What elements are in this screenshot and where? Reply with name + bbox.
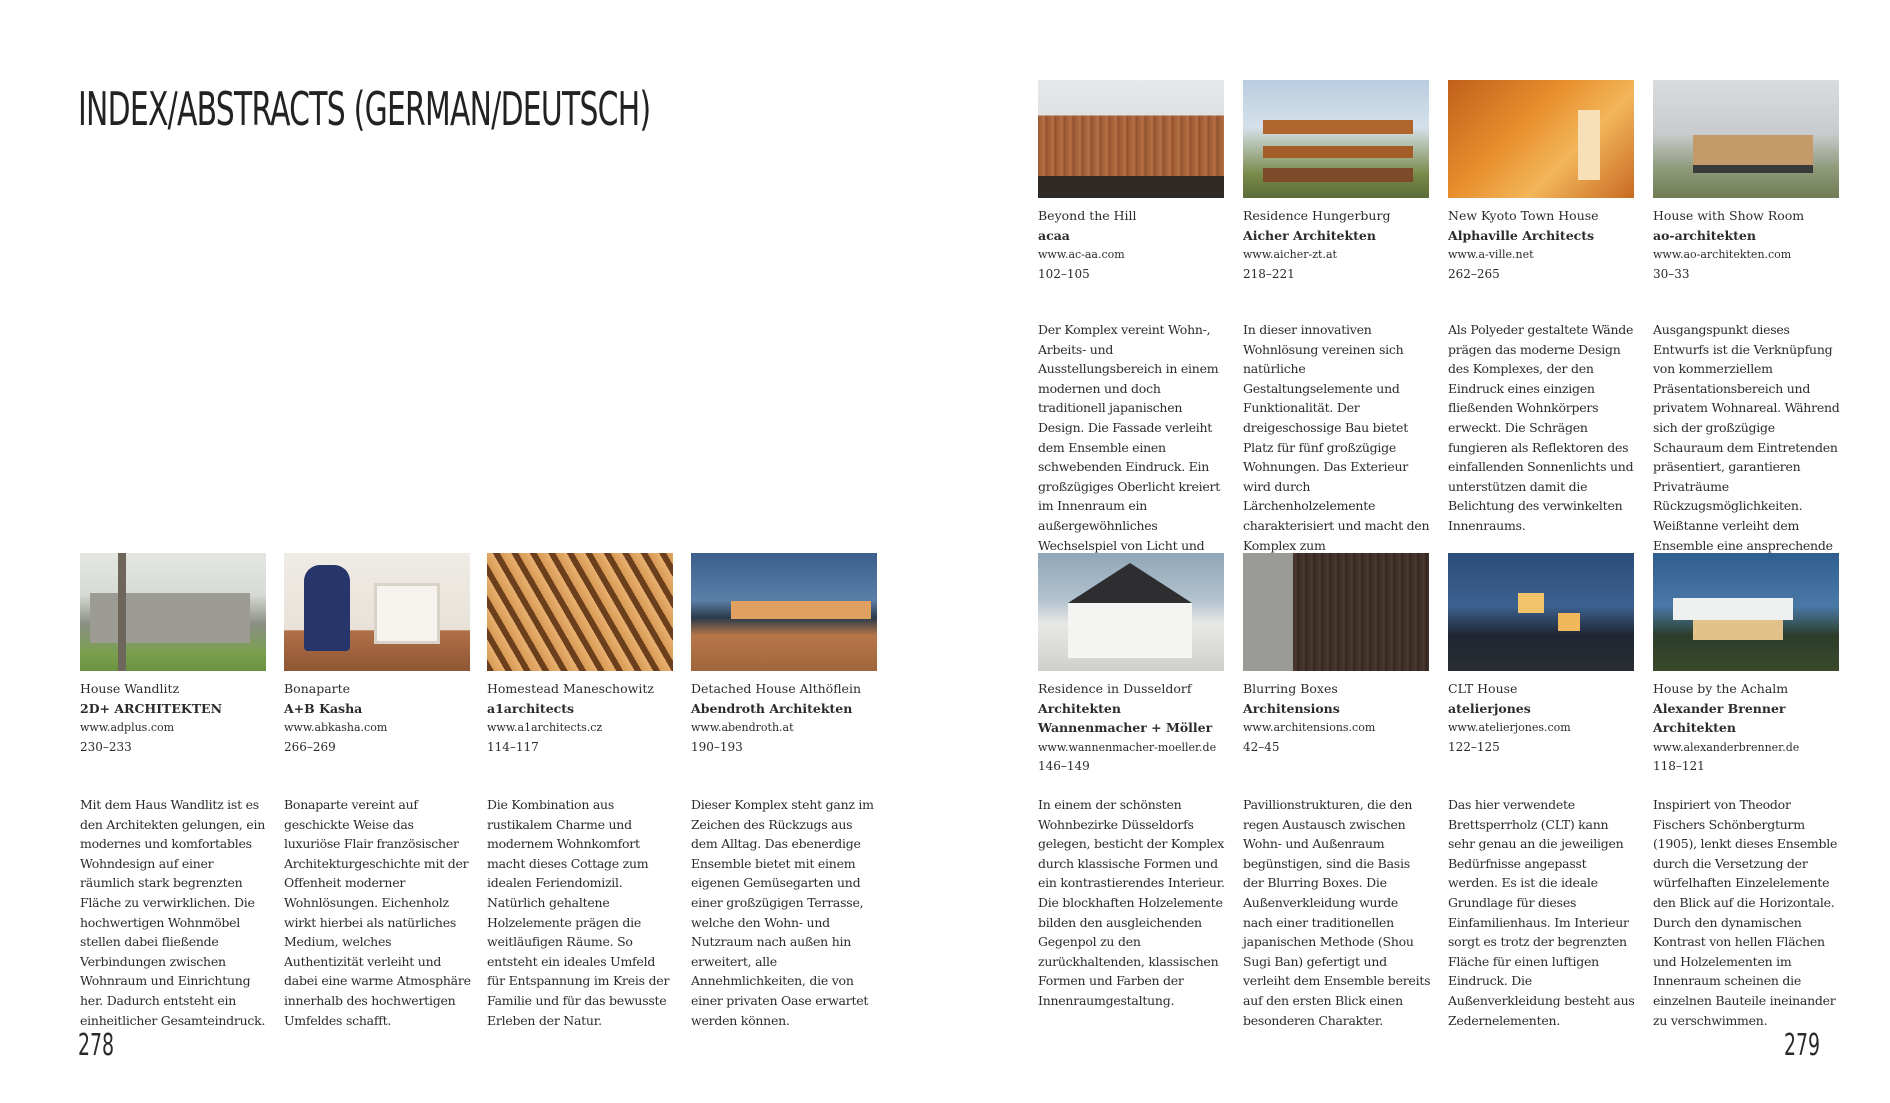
entry-url: www.ao-architekten.com <box>1653 248 1792 261</box>
photo-bonaparte <box>284 553 470 671</box>
abstract-house-wandlitz: Mit dem Haus Wandlitz ist es den Architekten gelungen, ein modernes und komfortables Wohndesign auf einer räumlich stark begrenzten Fläche zu verwirklichen. Die hochwertigen Wohnmöbel stellen dabei fließende Verbindungen zwischen Wohnraum und Einrichtung her. Dadurch entsteht ein einheitlicher Gesamteindruck. <box>80 797 266 1028</box>
entry-name: Homestead Maneschowitz <box>487 681 654 696</box>
entry-name: Detached House Althöflein <box>691 681 861 696</box>
entry-architect: Alexander Brenner Architekten <box>1653 700 1786 735</box>
entry-architect: Aicher Architekten <box>1243 227 1376 243</box>
photo-residence-in-dusseldorf <box>1038 553 1224 671</box>
entry-architect: Alphaville Architects <box>1448 227 1595 243</box>
entry-architect: Architensions <box>1243 700 1340 716</box>
page-title: INDEX/ABSTRACTS (GERMAN/DEUTSCH) <box>78 82 651 136</box>
abstract-homestead-maneschowitz: Die Kombination aus rustikalem Charme und modernem Wohnkomfort macht dieses Cottage zum idealen Feriendomizil. Natürlich gehaltene Holzelemente prägen die weitläufigen Räume. So entsteht ein ideales Umfeld für Entspannung im Kreis der Familie und für das bewusste Erleben der Natur. <box>487 797 670 1028</box>
entry-bonaparte <box>284 553 470 757</box>
entry-architect: Architekten Wannenmacher + Möller <box>1038 700 1213 735</box>
entry-architect: acaa <box>1038 227 1070 243</box>
entry-pages: 230–233 <box>80 739 132 754</box>
entry-url: www.wannenmacher-moeller.de <box>1038 740 1217 754</box>
photo-house-by-the-achalm <box>1653 553 1839 671</box>
entry-pages: 114–117 <box>487 739 539 754</box>
entry-residence-in-dusseldorf <box>1038 553 1224 777</box>
entry-house-wandlitz <box>80 553 266 757</box>
entry-new-kyoto-town-house <box>1448 80 1634 284</box>
entry-pages: 30–33 <box>1653 266 1690 281</box>
entry-pages: 102–105 <box>1038 266 1090 281</box>
entry-architect: ao-architekten <box>1653 227 1756 243</box>
photo-homestead-maneschowitz <box>487 553 673 671</box>
entry-name: House with Show Room <box>1653 208 1805 223</box>
abstract-residence-hungerburg: In dieser innovativen Wohnlösung vereinen sich natürliche Gestaltungselemente und Funktionalität. Der dreigeschossige Bau bietet Platz für fünf großzügige Wohnungen. Das Exterieur wird durch Lärchenholzelemente charakterisiert und macht den Komplex zum <box>1243 322 1430 553</box>
entry-url: www.a1architects.cz <box>487 721 603 734</box>
entry-url: www.adplus.com <box>80 721 175 734</box>
photo-clt-house <box>1448 553 1634 671</box>
entry-pages: 42–45 <box>1243 739 1280 754</box>
entry-name: Residence in Dusseldorf <box>1038 681 1192 696</box>
entry-url: www.alexanderbrenner.de <box>1653 740 1800 754</box>
entry-name: Bonaparte <box>284 681 351 696</box>
entry-pages: 118–121 <box>1653 759 1705 773</box>
entry-url: www.abendroth.at <box>691 721 794 734</box>
entry-name: House by the Achalm <box>1653 681 1789 696</box>
entry-pages: 262–265 <box>1448 266 1500 281</box>
entry-url: www.ac-aa.com <box>1038 248 1125 261</box>
photo-house-wandlitz <box>80 553 266 671</box>
page-number-left: 278 <box>78 1028 115 1063</box>
abstract-clt-house: Das hier verwendete Brettsperrholz (CLT) kann sehr genau an die jeweiligen Bedürfnisse angepasst werden. Es ist die ideale Grundlage für dieses Einfamilienhaus. Im Interieur sorgt es trotz der begrenzten Fläche für einen luftigen Eindruck. Die Außenverkleidung besteht aus Zedernelementen. <box>1448 797 1635 1028</box>
photo-beyond-the-hill <box>1038 80 1224 198</box>
entry-url: www.abkasha.com <box>284 721 388 734</box>
abstract-bonaparte: Bonaparte vereint auf geschickte Weise das luxuriöse Flair französischer Architekturgeschichte mit der Offenheit moderner Wohnlösungen. Eichenholz wirkt hierbei als natürliches Medium, welches Authentizität verleiht und dabei eine warme Atmosphäre innerhalb des hochwertigen Umfeldes schafft. <box>284 797 471 1028</box>
abstract-new-kyoto-town-house: Als Polyeder gestaltete Wände prägen das moderne Design des Komplexes, der den Eindruck eines einzigen fließenden Wohnkörpers erweckt. Die Schrägen fungieren als Reflektoren des einfallenden Sonnenlichts und unterstützen damit die Belichtung des verwinkelten Innenraums. <box>1448 322 1634 533</box>
entry-name: Residence Hungerburg <box>1243 208 1391 223</box>
photo-new-kyoto-town-house <box>1448 80 1634 198</box>
page-number-right: 279 <box>1784 1028 1821 1063</box>
entry-house-with-show-room <box>1653 80 1839 284</box>
entry-pages: 146–149 <box>1038 759 1090 773</box>
entry-name: CLT House <box>1448 681 1518 696</box>
entry-blurring-boxes <box>1243 553 1429 757</box>
entry-pages: 190–193 <box>691 739 743 754</box>
abstract-beyond-the-hill: Der Komplex vereint Wohn-, Arbeits- und Ausstellungsbereich in einem modernen und doch traditionell japanischen Design. Die Fassade verleiht dem Ensemble einen schwebenden Eindruck. Ein großzügiges Oberlicht kreiert im Innenraum ein außergewöhnliches Wechselspiel von Licht und <box>1038 322 1221 553</box>
entry-architect: A+B Kasha <box>284 700 363 716</box>
entry-url: www.architensions.com <box>1243 721 1376 734</box>
photo-blurring-boxes <box>1243 553 1429 671</box>
entry-homestead-maneschowitz <box>487 553 673 757</box>
entry-architect: Abendroth Architekten <box>691 700 853 716</box>
entry-house-by-the-achalm <box>1653 553 1839 777</box>
entry-name: House Wandlitz <box>80 681 180 696</box>
abstract-detached-house-althoflein: Dieser Komplex steht ganz im Zeichen des Rückzugs aus dem Alltag. Das ebenerdige Ensemble bietet mit einem eigenen Gemüsegarten und einer großzügigen Terrasse, welche den Wohn- und Nutzraum nach außen hin erweitert, alle Annehmlichkeiten, die von einer privaten Oase erwartet werden können. <box>691 797 874 1028</box>
entry-clt-house <box>1448 553 1634 757</box>
entry-url: www.a-ville.net <box>1448 248 1534 261</box>
abstract-blurring-boxes: Pavillionstrukturen, die den regen Austausch zwischen Wohn- und Außenraum begünstigen, sind die Basis der Blurring Boxes. Die Außenverkleidung wurde nach einer traditionellen japanischen Methode (Shou Sugi Ban) gefertigt und verleiht dem Ensemble bereits auf den ersten Blick einen besonderen Charakter. <box>1243 797 1431 1028</box>
photo-house-with-show-room <box>1653 80 1839 198</box>
entry-name: Blurring Boxes <box>1243 681 1338 696</box>
entry-residence-hungerburg <box>1243 80 1429 284</box>
abstract-house-by-the-achalm: Inspiriert von Theodor Fischers Schönbergturm (1905), lenkt dieses Ensemble durch die Versetzung der würfelhaften Einzelelemente den Blick auf die Horizontale. Durch den dynamischen Kontrast von hellen Flächen und Holzelementen im Innenraum scheinen die einzelnen Bauteile ineinander zu verschwimmen. <box>1653 797 1838 1028</box>
entry-url: www.atelierjones.com <box>1448 721 1571 734</box>
entry-architect: atelierjones <box>1448 700 1531 716</box>
abstract-house-with-show-room: Ausgangspunkt dieses Entwurfs ist die Verknüpfung von kommerziellem Präsentationsbereich und privatem Wohnareal. Während sich der großzügige Schauraum dem Eintretenden präsentiert, garantieren Privaträume Rückzugsmöglichkeiten. Weißtanne verleiht dem Ensemble eine ansprechende <box>1653 322 1840 553</box>
entry-beyond-the-hill <box>1038 80 1224 284</box>
entry-architect: 2D+ ARCHITEKTEN <box>80 700 223 716</box>
entry-pages: 122–125 <box>1448 739 1500 754</box>
entry-name: Beyond the Hill <box>1038 208 1137 223</box>
photo-residence-hungerburg <box>1243 80 1429 198</box>
entry-detached-house-althoflein <box>691 553 877 757</box>
entry-pages: 266–269 <box>284 739 336 754</box>
photo-detached-house-althoflein <box>691 553 877 671</box>
entry-url: www.aicher-zt.at <box>1243 248 1337 261</box>
entry-pages: 218–221 <box>1243 266 1295 281</box>
abstract-residence-in-dusseldorf: In einem der schönsten Wohnbezirke Düsseldorfs gelegen, besticht der Komplex durch klassische Formen und ein kontrastierendes Interieur. Die blockhaften Holzelemente bilden den ausgleichenden Gegenpol zu den zurückhaltenden, klassischen Formen und Farben der Innenraumgestaltung. <box>1038 797 1225 1008</box>
entry-name: New Kyoto Town House <box>1448 208 1599 223</box>
entry-architect: a1architects <box>487 700 575 716</box>
